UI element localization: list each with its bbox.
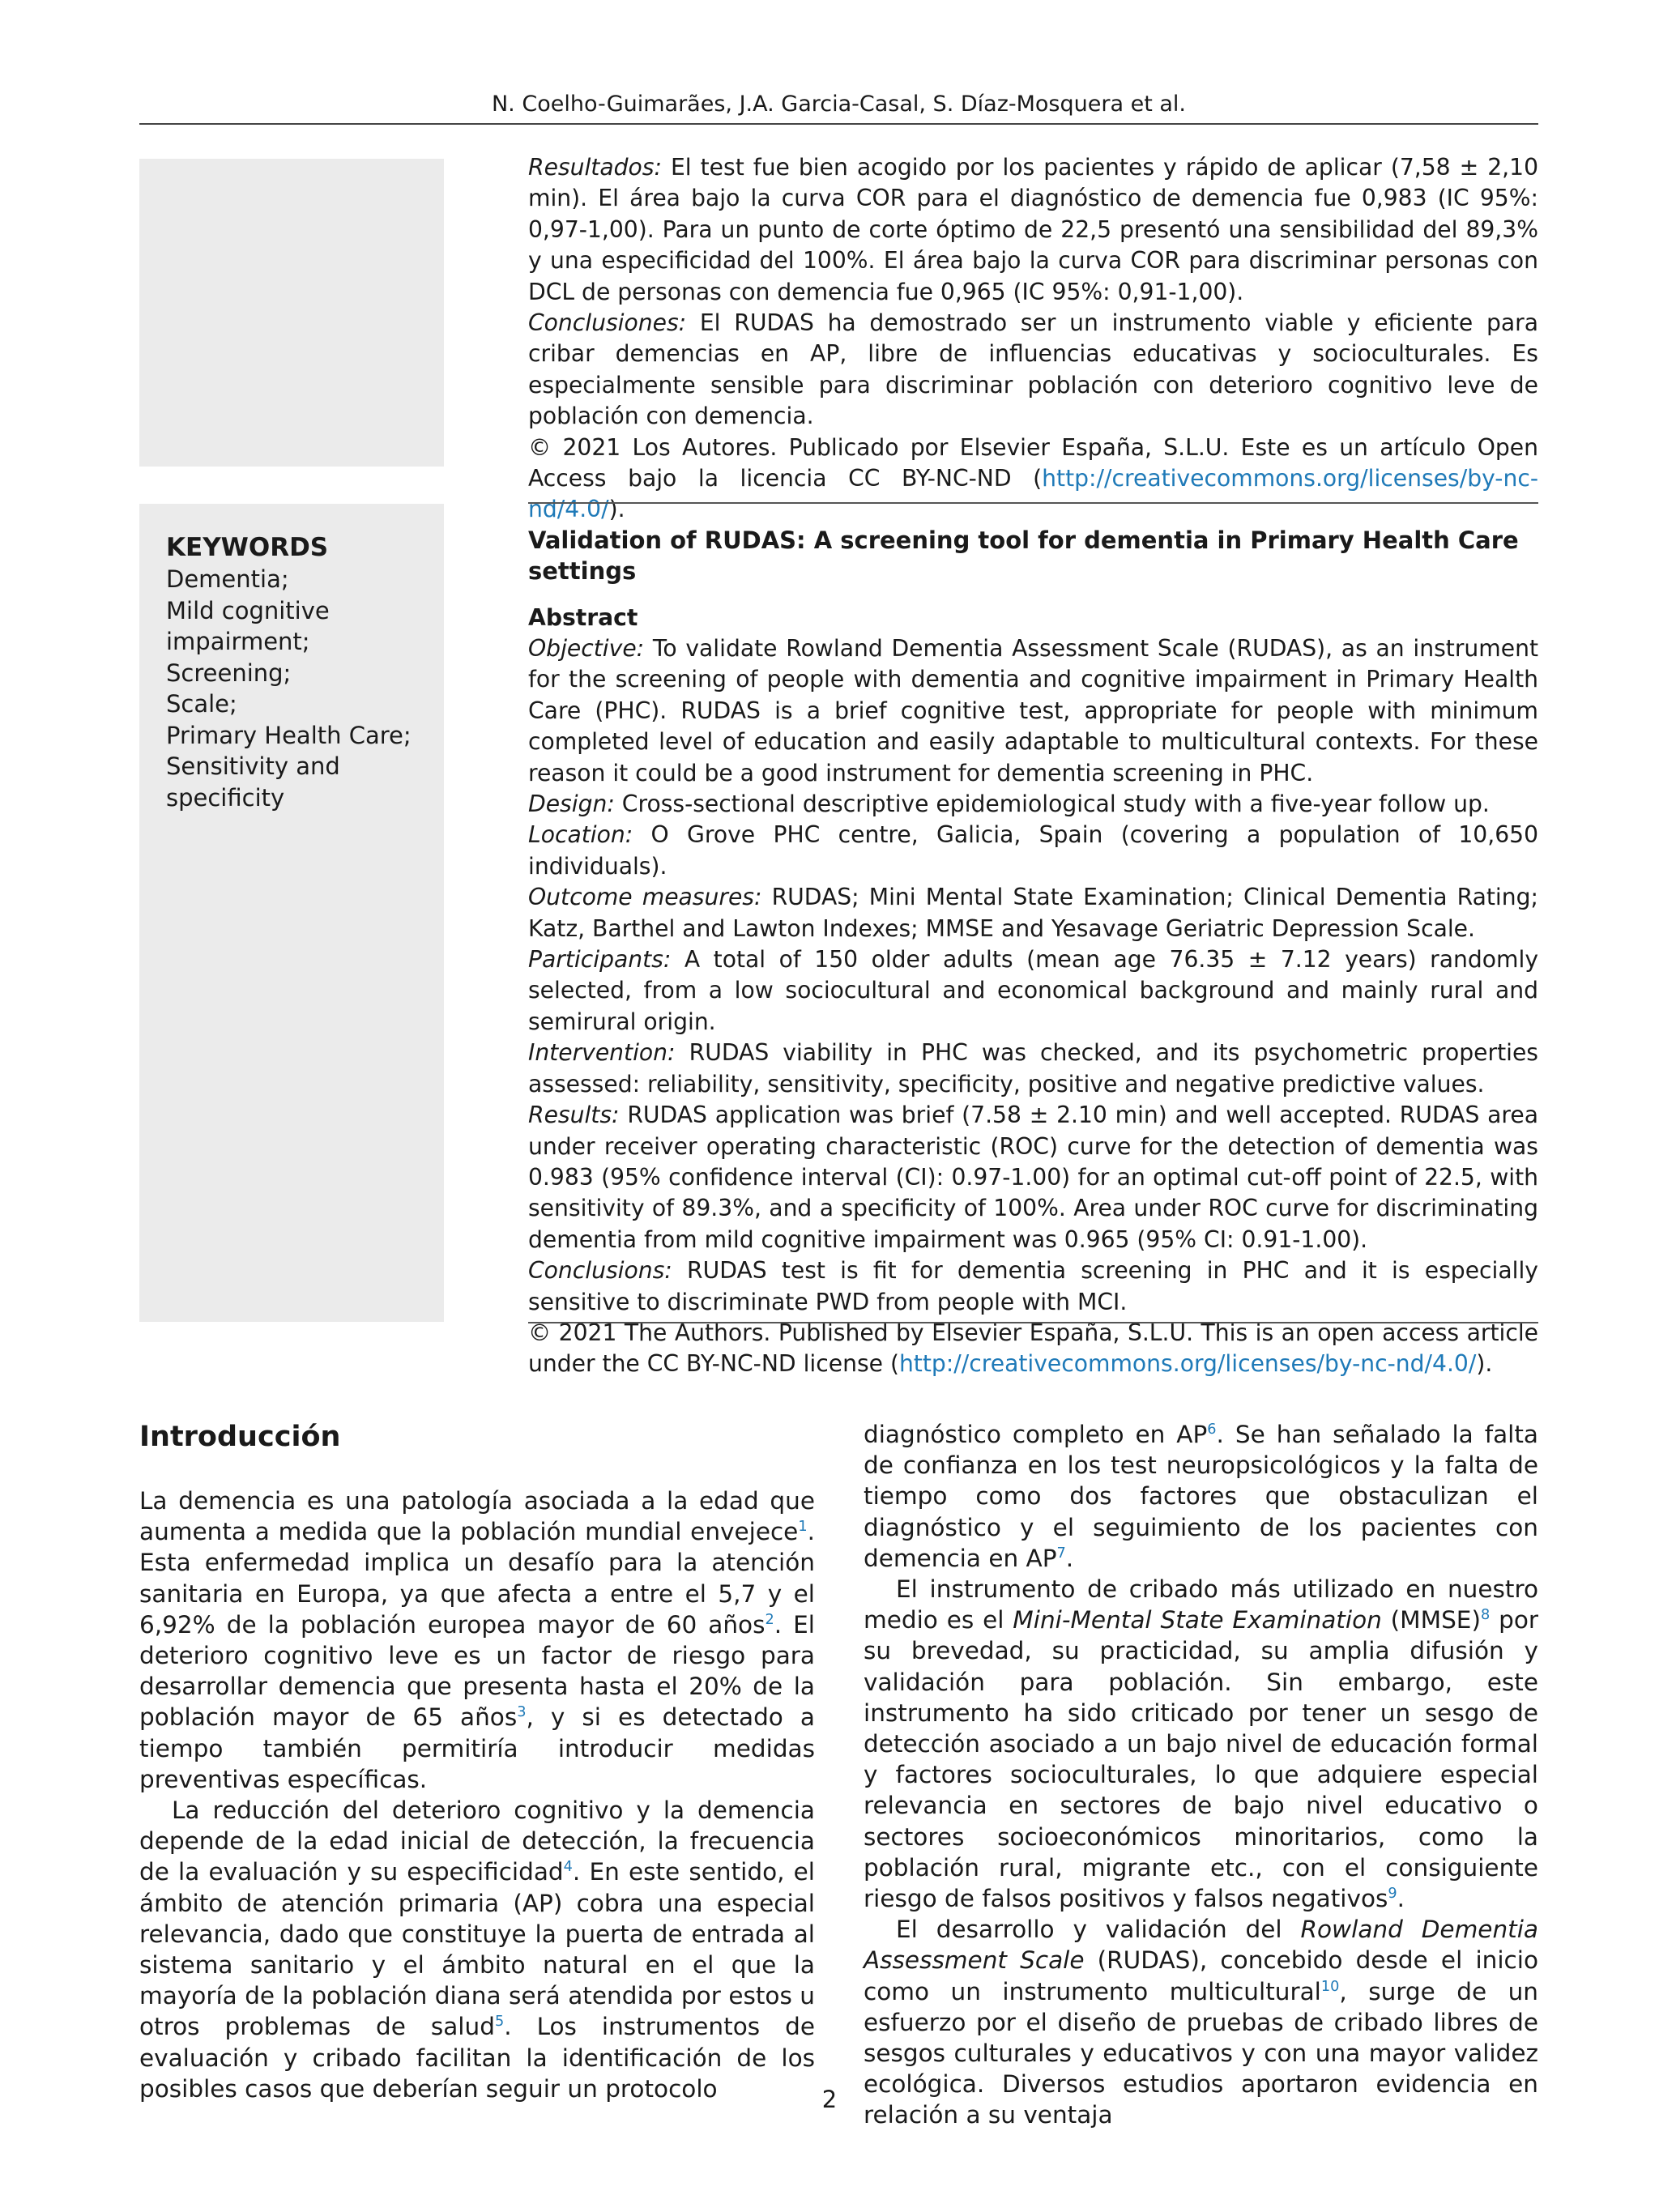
text-span: (MMSE) xyxy=(1381,1606,1481,1634)
copyright-es-text: © 2021 Los Autores. Publicado por Elsevier España, S.L.U. Este es un artículo Open Access bajo la licencia CC BY-NC-ND ( xyxy=(528,433,1538,492)
text-span: por su brevedad, su practicidad, su amplia difusión y validación para población. Sin embargo, este instrumento ha sido criticado por tener un sesgo de detección asociado a un bajo nivel de educación formal y factores socioculturales, lo que adquiere especial relevancia en sectores de bajo nivel educativo o sectores socioeconómicos minoritarios, como la población rural, migrante etc., con el consiguiente riesgo de falsos positivos y falsos negativos xyxy=(864,1606,1538,1913)
copyright-en xyxy=(528,1318,1538,1380)
results-text: El test fue bien acogido por los pacientes y rápido de aplicar (7,58 ± 2,10 min). El área bajo la curva COR para el diagnóstico de demencia fue 0,983 (IC 95%: 0,97-1,00). Para un punto de corte óptimo de 22,5 presentó una sensibilidad del 89,3% y una especificidad del 100%. El área bajo la curva COR para discriminar personas con DCL de personas con demencia fue 0,965 (IC 95%: 0,91-1,00). xyxy=(528,154,1538,305)
citation-ref[interactable]: 4 xyxy=(563,1859,573,1876)
outcome-paragraph xyxy=(528,882,1538,944)
results-en-text: RUDAS application was brief (7.58 ± 2.10 min) and well accepted. RUDAS area under receiver operating characteristic (ROC) curve for the detection of dementia was 0.983 (95% confidence interval (CI): 0.97-1.00) for an optimal cut-off point of 22.5, with sensitivity of 89.3%, and a specificity of 100%. Area under ROC curve for discriminating dementia from mild cognitive impairment was 0.965 (95% CI: 0.91-1.00). xyxy=(528,1102,1538,1253)
conclusions-text: El RUDAS ha demostrado ser un instrumento viable y eficiente para cribar demencias en AP, libre de influencias educativas y socioculturales. Es especialmente sensible para discriminar población con deterioro cognitivo leve de población con demencia. xyxy=(528,309,1538,430)
text-span: . Se han señalado la falta de confianza en los test neuropsicológicos y la falta de tiempo como dos factores que obstaculizan el diagnóstico y el seguimiento de los pacientes con demencia en AP xyxy=(864,1421,1539,1572)
conclusions-paragraph xyxy=(528,308,1538,433)
section-title: Introducción xyxy=(139,1421,341,1453)
outcome-label: Outcome measures: xyxy=(528,884,762,911)
keywords-list xyxy=(166,531,433,813)
page-number: 2 xyxy=(821,2086,838,2113)
running-header: N. Coelho-Guimarães, J.A. Garcia-Casal, S. Díaz-Mosquera et al. xyxy=(139,91,1538,125)
conclusions-en-paragraph xyxy=(528,1255,1538,1318)
citation-ref[interactable]: 5 xyxy=(494,2014,505,2031)
text-span: El instrumento de cribado más utilizado en nuestro medio es el xyxy=(864,1575,1538,1634)
results-paragraph xyxy=(528,152,1538,308)
results-label: Resultados: xyxy=(528,154,662,181)
intro-paragraph-3 xyxy=(864,1419,1538,1574)
abstract-heading: Abstract xyxy=(528,604,638,631)
license-link-es[interactable]: http://creativecommons.org/licenses/by-nc-nd/4.0/ xyxy=(528,465,1538,523)
intro-paragraph-2 xyxy=(139,1795,815,2104)
design-paragraph xyxy=(528,789,1538,820)
text-span: , y si es detectado a tiempo también permitiría introducir medidas preventivas específicas. xyxy=(139,1703,815,1793)
intro-paragraph-4 xyxy=(864,1574,1538,1914)
participants-text: A total of 150 older adults (mean age 76.35 ± 7.12 years) randomly selected, from a low sociocultural and economical background and mainly rural and semirural origin. xyxy=(528,946,1538,1035)
text-span: La reducción del deterioro cognitivo y la demencia depende de la edad inicial de detección, la frecuencia de la evaluación y su especificidad xyxy=(139,1796,815,1886)
citation-ref[interactable]: 8 xyxy=(1480,1607,1491,1624)
citation-ref[interactable]: 7 xyxy=(1056,1545,1066,1562)
location-label: Location: xyxy=(528,821,633,849)
citation-ref[interactable]: 9 xyxy=(1388,1886,1397,1903)
keyword-item: Scale; xyxy=(166,690,237,718)
citation-ref[interactable]: 3 xyxy=(517,1704,527,1721)
text-span: El desarrollo y validación del xyxy=(896,1916,1301,1944)
intro-paragraph-1 xyxy=(139,1485,815,1795)
results-en-label: Results: xyxy=(528,1102,620,1129)
keyword-item: Sensitivity and specificity xyxy=(166,752,340,812)
text-span: diagnóstico completo en AP xyxy=(864,1421,1208,1448)
location-paragraph xyxy=(528,820,1538,882)
citation-ref[interactable]: 10 xyxy=(1320,1978,1340,1995)
keyword-item: Dementia; xyxy=(166,565,289,593)
conclusions-en-label: Conclusions: xyxy=(528,1257,672,1285)
spanish-abstract-continuation xyxy=(528,152,1538,526)
keywords-title: KEYWORDS xyxy=(166,533,329,562)
text-span: La demencia es una patología asociada a la edad que aumenta a medida que la población mundial envejece xyxy=(139,1487,815,1546)
conclusions-en-text: RUDAS test is fit for dementia screening in PHC and it is especially sensitive to discriminate PWD from people with MCI. xyxy=(528,1257,1538,1315)
objective-paragraph xyxy=(528,633,1538,789)
keyword-item: Primary Health Care; xyxy=(166,721,412,749)
english-title: Validation of RUDAS: A screening tool for dementia in Primary Health Care settings xyxy=(528,526,1519,585)
divider-bottom xyxy=(528,1322,1538,1323)
intervention-text: RUDAS viability in PHC was checked, and its psychometric properties assessed: reliability, sensitivity, specificity, positive and negative predictive values. xyxy=(528,1039,1538,1097)
copyright-es xyxy=(528,433,1538,526)
text-span: , surge de un esfuerzo por el diseño de pruebas de cribado libres de sesgos culturales y educativos y con una mayor validez ecológica. Diversos estudios aportaron evidencia en relación a su ventaja xyxy=(864,1977,1538,2129)
body-column-left xyxy=(139,1419,815,2104)
results-en-paragraph xyxy=(528,1100,1538,1255)
outcome-text: RUDAS; Mini Mental State Examination; Clinical Dementia Rating; Katz, Barthel and Lawton Indexes; MMSE and Yesavage Geriatric Depression Scale. xyxy=(528,884,1539,942)
sidebar-box-top xyxy=(139,159,444,467)
copyright-en-close: ). xyxy=(1476,1350,1493,1378)
keyword-item: Mild cognitive impairment; xyxy=(166,596,330,655)
participants-paragraph xyxy=(528,944,1538,1038)
intervention-paragraph xyxy=(528,1038,1538,1100)
text-span: . Esta enfermedad implica un desafío para la atención sanitaria en Europa, ya que afecta a entre el 5,7 y el 6,92% de la población europea mayor de 60 años xyxy=(139,1518,815,1639)
license-link-en[interactable]: http://creativecommons.org/licenses/by-nc-nd/4.0/ xyxy=(898,1350,1477,1378)
design-label: Design: xyxy=(528,791,615,818)
conclusions-label: Conclusiones: xyxy=(528,309,687,337)
divider-top xyxy=(528,502,1538,504)
citation-ref[interactable]: 1 xyxy=(798,1519,808,1536)
body-column-right xyxy=(864,1419,1538,2131)
text-span: . xyxy=(1397,1885,1405,1913)
text-span: . El deterioro cognitivo leve es un factor de riesgo para desarrollar demencia que presenta hasta el 20% de la población mayor de 65 años xyxy=(139,1610,815,1732)
text-span: . xyxy=(1065,1544,1074,1572)
objective-text: To validate Rowland Dementia Assessment Scale (RUDAS), as an instrument for the screening of people with dementia and cognitive impairment in Primary Health Care (PHC). RUDAS is a brief cognitive test, appropriate for people with minimum completed level of education and easily adaptable to multicultural contexts. For these reason it could be a good instrument for dementia screening in PHC. xyxy=(528,635,1538,786)
text-span: . En este sentido, el ámbito de atención primaria (AP) cobra una especial relevancia, dado que constituye la puerta de entrada al sistema sanitario y el ámbito natural en el que la mayoría de la población diana será atendida por estos u otros problemas de salud xyxy=(139,1858,815,2041)
participants-label: Participants: xyxy=(528,946,672,974)
design-text: Cross-sectional descriptive epidemiological study with a five-year follow up. xyxy=(621,791,1490,818)
keyword-item: Screening; xyxy=(166,658,292,687)
copyright-en-text: © 2021 The Authors. Published by Elsevier España, S.L.U. This is an open access article under the CC BY-NC-ND license ( xyxy=(528,1319,1538,1378)
text-span: . Los instrumentos de evaluación y cribado facilitan la identificación de los posibles casos que deberían seguir un protocolo xyxy=(139,2013,815,2103)
text-span: (RUDAS), concebido desde el inicio como un instrumento multicultural xyxy=(864,1946,1538,2005)
citation-ref[interactable]: 2 xyxy=(765,1611,774,1628)
copyright-es-close: ). xyxy=(608,496,625,523)
citation-ref[interactable]: 6 xyxy=(1207,1421,1217,1438)
italic-term: Rowland Dementia Assessment Scale xyxy=(864,1916,1538,1975)
intervention-label: Intervention: xyxy=(528,1039,676,1067)
english-abstract xyxy=(528,525,1538,1380)
location-text: O Grove PHC centre, Galicia, Spain (covering a population of 10,650 individuals). xyxy=(528,821,1538,880)
objective-label: Objective: xyxy=(528,635,645,662)
italic-term: Mini-Mental State Examination xyxy=(1013,1606,1382,1634)
